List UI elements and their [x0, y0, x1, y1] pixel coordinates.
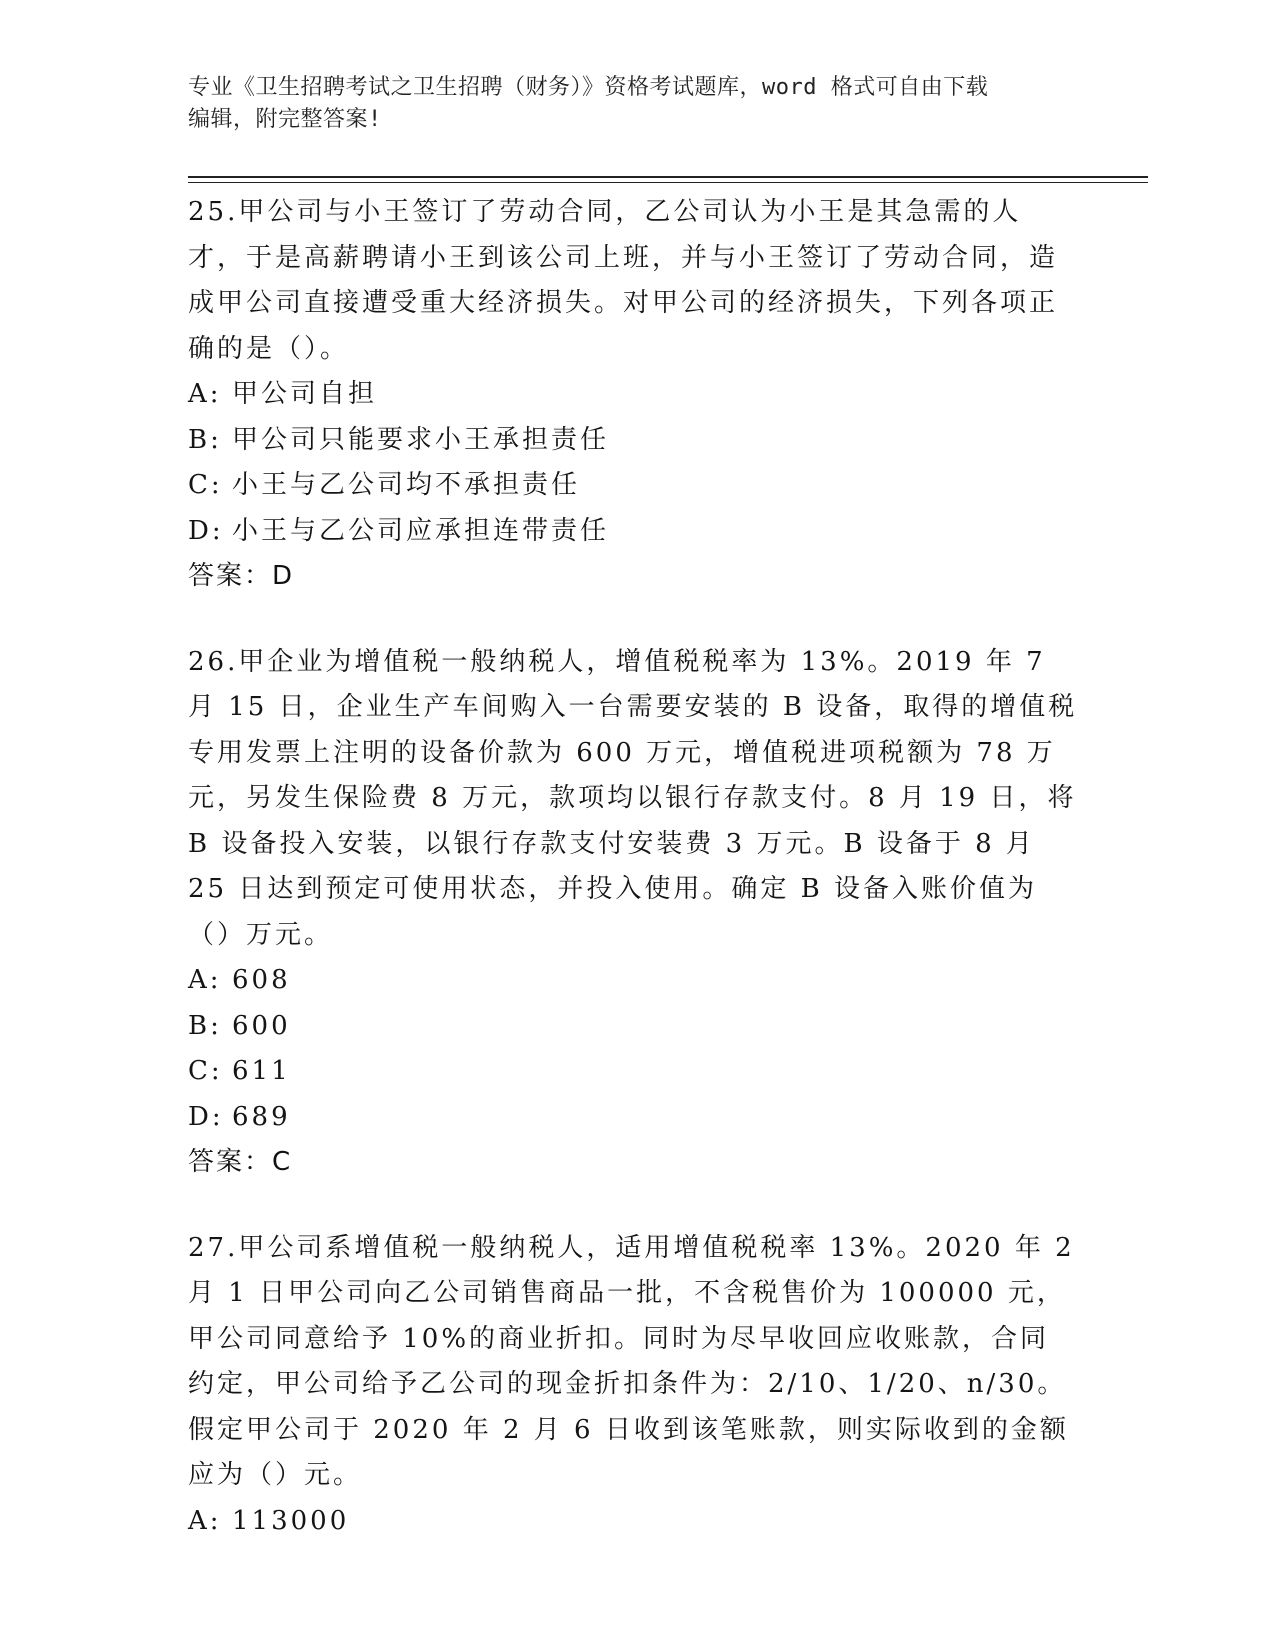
option-b [188, 1004, 1078, 1050]
question-25 [188, 190, 1078, 600]
option-a [188, 372, 1078, 418]
question-26 [188, 640, 1078, 1186]
option-text: 小王与乙公司应承担连带责任 [232, 515, 610, 546]
option-list [188, 958, 1078, 1140]
option-b [188, 418, 1078, 464]
option-key: A: [188, 1505, 222, 1536]
question-stem: 25.甲公司与小王签订了劳动合同，乙公司认为小王是其急需的人才，于是高薪聘请小王到该公司上班，并与小王签订了劳动合同，造成甲公司直接遭受重大经济损失。对甲公司的经济损失，下列各项正确的是（）。 [188, 197, 1059, 364]
question-27 [188, 1226, 1078, 1545]
option-text: 小王与乙公司均不承担责任 [232, 470, 581, 500]
header-line-1: 专业《卫生招聘考试之卫生招聘（财务）》资格考试题库，word 格式可自由下载 [188, 75, 989, 100]
option-c [188, 463, 1078, 509]
option-text: 甲公司只能要求小王承担责任 [232, 424, 610, 455]
option-d [188, 1095, 1078, 1141]
option-list [188, 372, 1078, 554]
option-key: B: [188, 1010, 222, 1041]
option-text: 608 [232, 965, 291, 995]
option-key: D: [188, 1101, 224, 1132]
question-stem: 26.甲企业为增值税一般纳税人，增值税税率为 13%。2019 年 7 月 15 日，企业生产车间购入一台需要安装的 B 设备，取得的增值税专用发票上注明的设备价款为 600 万元，增值税进项税额为 78 万元，另发生保险费 8 万元，款项均以银行存款支付。8 月 19 日，将 B 设备投入安装，以银行存款支付安装费 3 万元。B 设备于 8 月 25 日达到预定可使用状态，并投入使用。确定 B 设备入账价值为（）万元。 [188, 646, 1078, 950]
header-divider-thick [188, 176, 1148, 178]
option-d [188, 509, 1078, 555]
option-c [188, 1049, 1078, 1095]
option-key: C: [188, 470, 223, 500]
question-list [188, 190, 1078, 1584]
option-list [188, 1499, 1078, 1545]
question-stem: 27.甲公司系增值税一般纳税人，适用增值税税率 13%。2020 年 2 月 1 日甲公司向乙公司销售商品一批，不含税售价为 100000 元，甲公司同意给予 10%的商业折扣。同时为尽早收回应收账款，合同约定，甲公司给予乙公司的现金折扣条件为：2/10、1/20、n/30。假定甲公司于 2020 年 2 月 6 日收到该笔账款，则实际收到的金额应为（）元。 [188, 1232, 1075, 1490]
option-text: 113000 [232, 1505, 350, 1536]
option-text: 甲公司自担 [232, 379, 378, 409]
header-divider-thin [188, 182, 1148, 183]
answer-line: 答案：D [188, 561, 295, 591]
option-key: D: [188, 515, 224, 546]
option-a [188, 958, 1078, 1004]
option-key: A: [188, 379, 222, 409]
option-key: A: [188, 965, 222, 995]
option-a [188, 1499, 1078, 1545]
answer-line: 答案：C [188, 1147, 293, 1177]
option-text: 600 [232, 1010, 291, 1041]
document-header [188, 72, 1078, 136]
option-key: C: [188, 1056, 223, 1086]
option-key: B: [188, 424, 222, 455]
option-text: 611 [232, 1056, 291, 1086]
header-line-2: 编辑，附完整答案! [188, 107, 382, 132]
option-text: 689 [232, 1101, 291, 1132]
